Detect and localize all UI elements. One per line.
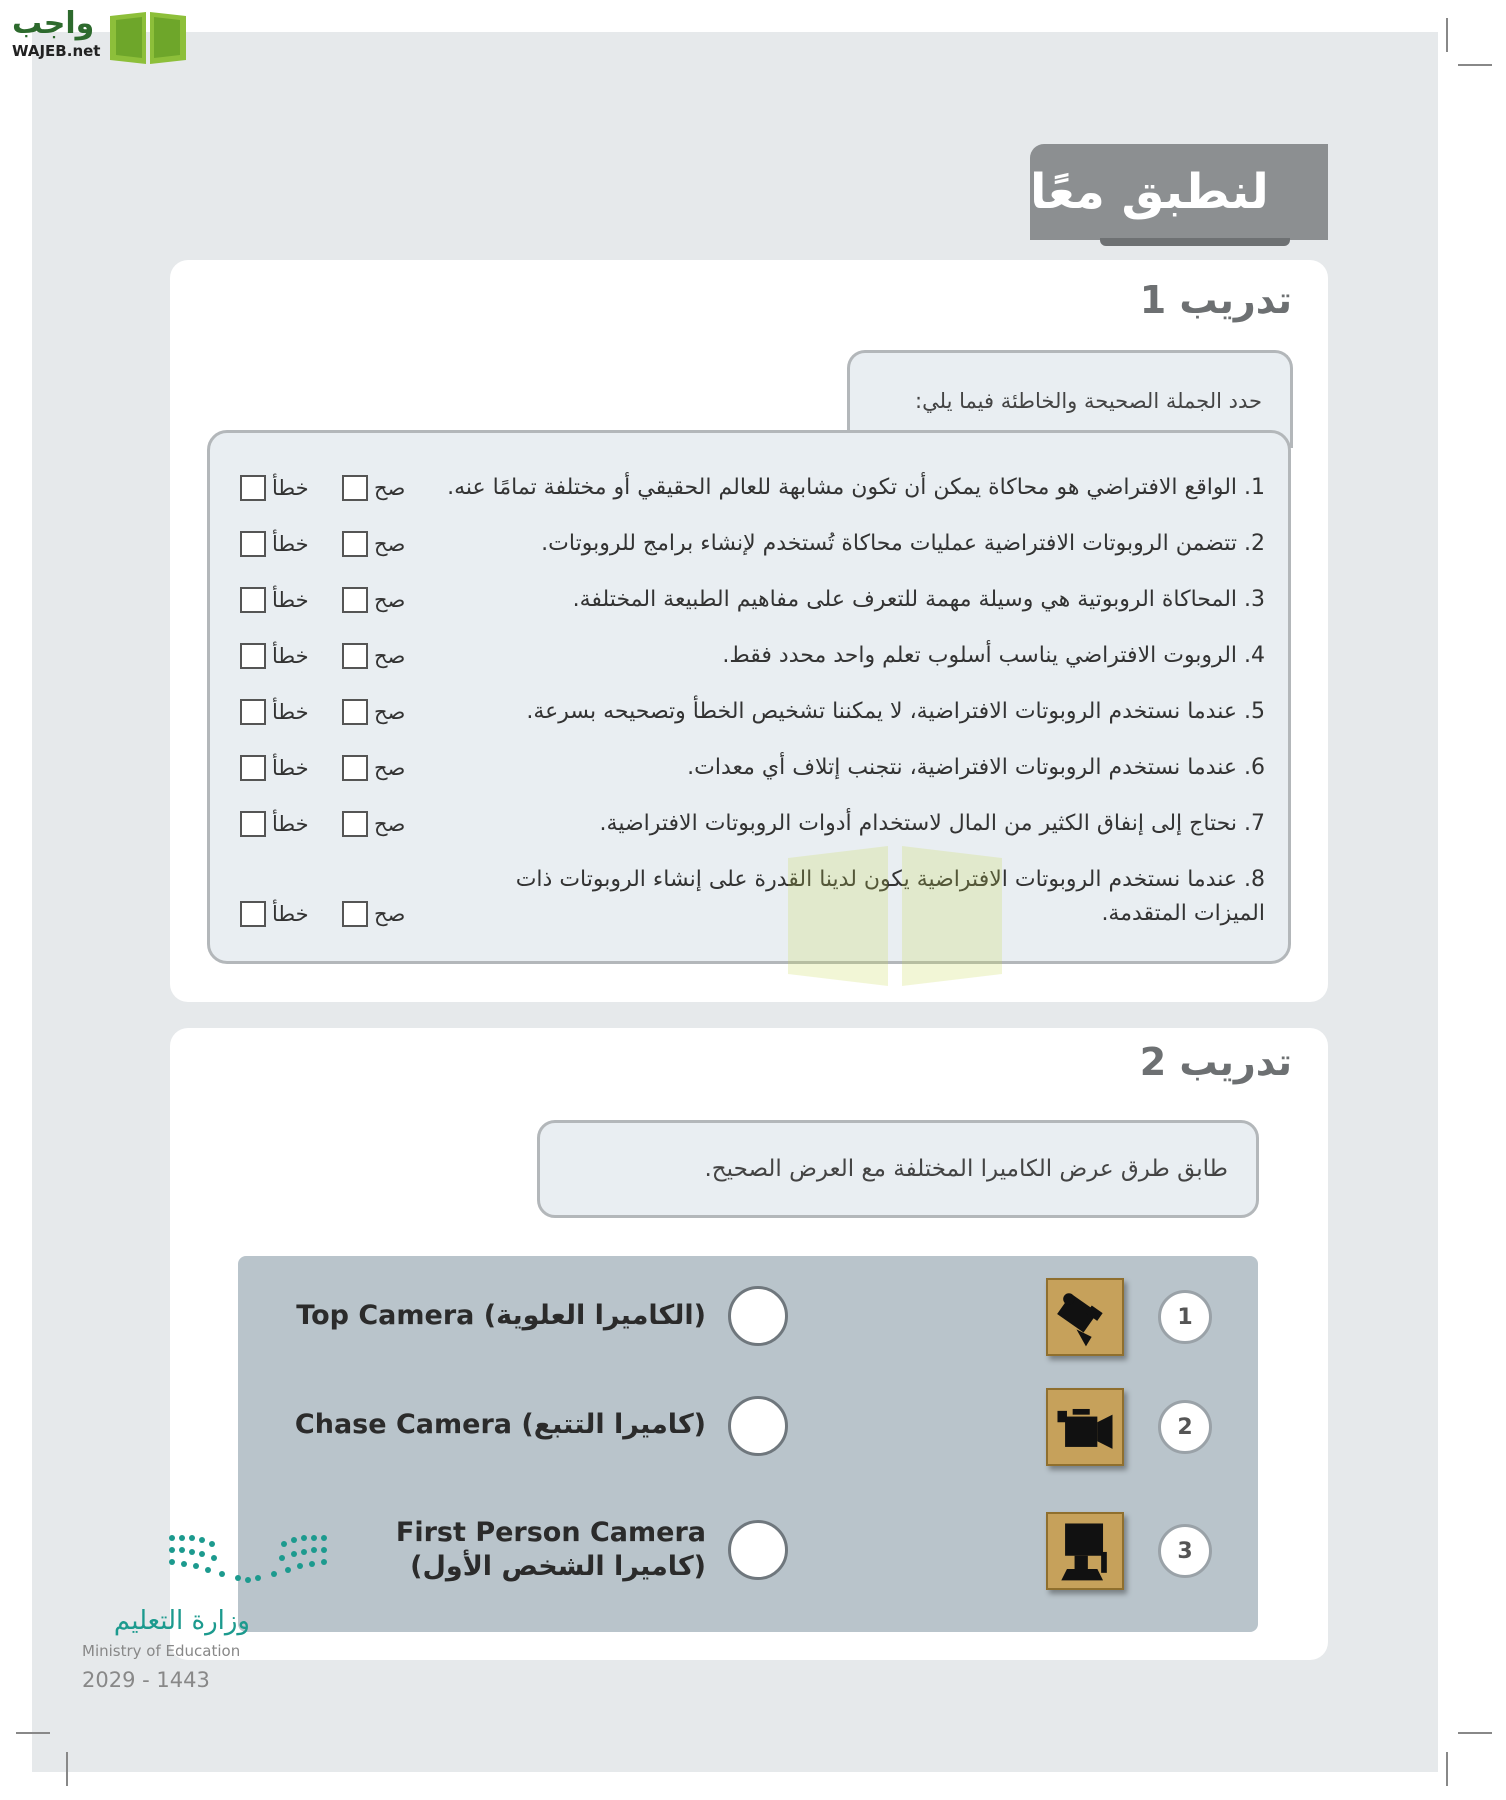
question-text: 3. المحاكاة الروبوتية هي وسيلة مهمة للتعرف على مفاهيم الطبيعة المختلفة.: [572, 587, 1265, 612]
book-icon: [106, 6, 190, 66]
true-checkbox[interactable]: [342, 643, 368, 669]
wajeb-logo: [10, 6, 190, 66]
question-row: [240, 583, 1265, 617]
true-label: صح: [374, 588, 406, 612]
true-label: صح: [374, 476, 406, 500]
true-option[interactable]: [342, 529, 405, 559]
true-checkbox[interactable]: [342, 587, 368, 613]
false-label: خطأ: [272, 644, 309, 668]
wajeb-logo-ar: واجب: [12, 6, 95, 41]
question-row: [240, 863, 1265, 931]
false-label: خطأ: [272, 476, 309, 500]
question-row: [240, 527, 1265, 561]
camera-label-line1: First Person Camera: [395, 1517, 706, 1548]
question-text: 2. تتضمن الروبوتات الافتراضية عمليات محاكاة تُستخدم لإنشاء برامج للروبوتات.: [541, 531, 1265, 556]
answer-circle[interactable]: [728, 1520, 788, 1580]
exercise-1-title: تدريب 1: [1139, 278, 1292, 322]
camera-label: Chase Camera (كاميرا التتبع): [294, 1409, 706, 1440]
question-row: [240, 807, 1265, 841]
true-checkbox[interactable]: [342, 475, 368, 501]
true-label: صح: [374, 756, 406, 780]
false-label: خطأ: [272, 588, 309, 612]
false-checkbox[interactable]: [240, 475, 266, 501]
exercise-2-instruction: [537, 1120, 1259, 1218]
question-row: [240, 639, 1265, 673]
question-text: 5. عندما نستخدم الروبوتات الافتراضية، لا يمكننا تشخيص الخطأ وتصحيحه بسرعة.: [526, 699, 1265, 724]
crop-mark: [1446, 18, 1448, 52]
question-text: 1. الواقع الافتراضي هو محاكاة يمكن أن تكون مشابهة للعالم الحقيقي أو مختلفة تمامًا عنه.: [447, 475, 1265, 500]
true-option[interactable]: [342, 585, 405, 615]
true-option[interactable]: [342, 641, 405, 671]
true-checkbox[interactable]: [342, 531, 368, 557]
true-option[interactable]: [342, 697, 405, 727]
ministry-dots-icon: [164, 1530, 334, 1590]
false-option[interactable]: [240, 697, 309, 727]
chase-camera-icon: [1046, 1388, 1124, 1466]
camera-label: [396, 1516, 706, 1584]
false-option[interactable]: [240, 899, 309, 929]
false-checkbox[interactable]: [240, 811, 266, 837]
false-option[interactable]: [240, 473, 309, 503]
ministry-name-ar: وزارة التعليم: [113, 1606, 250, 1636]
question-text: 4. الروبوت الافتراضي يناسب أسلوب تعلم واحد محدد فقط.: [722, 643, 1265, 668]
true-label: صح: [374, 644, 406, 668]
false-option[interactable]: [240, 809, 309, 839]
edition-year: 2029 - 1443: [82, 1668, 210, 1692]
item-number: 3: [1158, 1524, 1212, 1578]
true-label: صح: [374, 812, 406, 836]
first-person-camera-icon: [1046, 1512, 1124, 1590]
crop-mark: [1458, 1732, 1492, 1734]
false-option[interactable]: [240, 641, 309, 671]
true-label: صح: [374, 700, 406, 724]
question-text: 6. عندما نستخدم الروبوتات الافتراضية، نتجنب إتلاف أي معدات.: [687, 755, 1265, 780]
false-checkbox[interactable]: [240, 587, 266, 613]
exercise-2-title: تدريب 2: [1139, 1040, 1292, 1084]
true-label: صح: [374, 532, 406, 556]
question-row: [240, 471, 1265, 505]
question-text: 8. عندما نستخدم الروبوتات الافتراضية يكون لدينا القدرة على إنشاء الروبوتات ذات الميزات المتقدمة.: [515, 867, 1265, 926]
true-option[interactable]: [342, 899, 405, 929]
question-text: 7. نحتاج إلى إنفاق الكثير من المال لاستخدام أدوات الروبوتات الافتراضية.: [599, 811, 1265, 836]
answer-circle[interactable]: [728, 1396, 788, 1456]
question-row: [240, 695, 1265, 729]
false-option[interactable]: [240, 529, 309, 559]
camera-label-line2: (كاميرا الشخص الأول): [410, 1551, 706, 1582]
section-title: لنطبق معًا: [1030, 164, 1269, 220]
exercise-1-instruction-text: حدد الجملة الصحيحة والخاطئة فيما يلي:: [915, 388, 1262, 413]
ministry-name-en: Ministry of Education: [82, 1642, 241, 1660]
top-camera-icon: [1046, 1278, 1124, 1356]
crop-mark: [1446, 1752, 1448, 1786]
exercise-2-instruction-text: طابق طرق عرض الكاميرا المختلفة مع العرض الصحيح.: [704, 1156, 1228, 1182]
false-label: خطأ: [272, 756, 309, 780]
false-label: خطأ: [272, 532, 309, 556]
false-checkbox[interactable]: [240, 901, 266, 927]
true-option[interactable]: [342, 473, 405, 503]
true-checkbox[interactable]: [342, 755, 368, 781]
crop-mark: [16, 1732, 50, 1734]
false-checkbox[interactable]: [240, 755, 266, 781]
camera-label: Top Camera (الكاميرا العلوية): [296, 1300, 706, 1331]
true-label: صح: [374, 902, 406, 926]
false-option[interactable]: [240, 585, 309, 615]
true-option[interactable]: [342, 753, 405, 783]
crop-mark: [1458, 64, 1492, 66]
wajeb-logo-en: WAJEB.net: [12, 42, 101, 60]
true-checkbox[interactable]: [342, 699, 368, 725]
false-checkbox[interactable]: [240, 699, 266, 725]
true-checkbox[interactable]: [342, 901, 368, 927]
section-header: [1030, 144, 1328, 240]
false-label: خطأ: [272, 902, 309, 926]
true-option[interactable]: [342, 809, 405, 839]
false-checkbox[interactable]: [240, 531, 266, 557]
false-label: خطأ: [272, 812, 309, 836]
false-option[interactable]: [240, 753, 309, 783]
ministry-logo: [80, 1530, 340, 1690]
crop-mark: [66, 1752, 68, 1786]
true-checkbox[interactable]: [342, 811, 368, 837]
false-checkbox[interactable]: [240, 643, 266, 669]
true-false-questions: [207, 430, 1291, 964]
answer-circle[interactable]: [728, 1286, 788, 1346]
question-row: [240, 751, 1265, 785]
false-label: خطأ: [272, 700, 309, 724]
item-number: 1: [1158, 1290, 1212, 1344]
item-number: 2: [1158, 1400, 1212, 1454]
camera-matching-panel: [238, 1256, 1258, 1632]
